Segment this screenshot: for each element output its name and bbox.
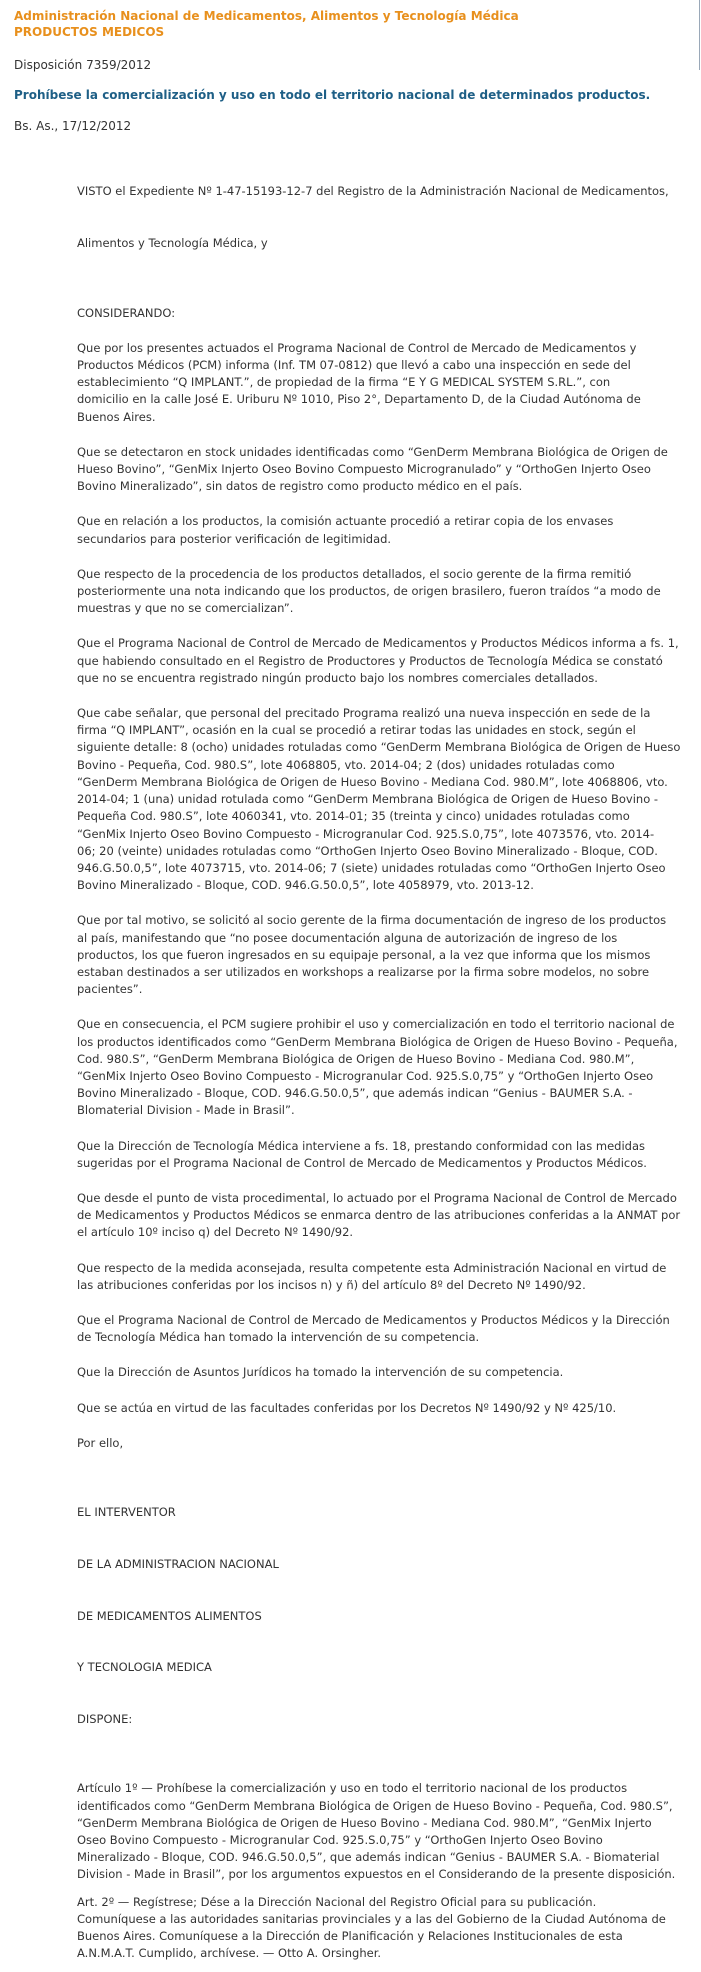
text-line: “GenMix Injerto Oseo Bovino Compuesto - Microgranular Cod. 925.S.0,75” y “OrthoGen Injerto Oseo <box>77 1068 654 1083</box>
text-line: estaban destinados a ser utilizados en workshops a realizarse por la firma sobre modelos, no sobre <box>77 964 650 979</box>
text-line: Art. 2º — Regístrese; Dése a la Dirección Nacional del Registro Oficial para su publicación. <box>77 1894 597 1909</box>
text-line: Bovino - Pequeña, Cod. 980.S”, lote 4068805, vto. 2014-04; 2 (dos) unidades rotuladas como <box>77 757 615 772</box>
signatory-line: DE MEDICAMENTOS ALIMENTOS <box>77 1608 262 1623</box>
text-line: Que respecto de la procedencia de los productos detallados, el socio gerente de la firma remitió <box>77 566 632 581</box>
document-date: Bs. As., 17/12/2012 <box>14 119 132 133</box>
signatory-line: Y TECNOLOGIA MEDICA <box>77 1660 212 1675</box>
document-summary: Prohíbese la comercialización y uso en todo el territorio nacional de determinados productos. <box>14 88 651 102</box>
agency-name: Administración Nacional de Medicamentos, Alimentos y Tecnología Médica <box>14 9 519 23</box>
text-line: 06; 20 (veinte) unidades rotuladas como “OrthoGen Injerto Oseo Bovino Mineralizado - Bloque, COD. <box>77 843 658 858</box>
text-line: que no se encuentra registrado ningún producto bajo los nombres comerciales detallados. <box>77 670 598 685</box>
considerando-paragraph <box>77 1364 691 1381</box>
articles <box>77 1780 691 1962</box>
text-line: Que la Dirección de Tecnología Médica interviene a fs. 18, prestando conformidad con las medidas <box>77 1138 645 1153</box>
text-line: firma “Q IMPLANT”, ocasión en la cual se procedió a retirar todas las unidades en stock, según el <box>77 723 636 738</box>
text-line: Que el Programa Nacional de Control de Mercado de Medicamentos y Productos Médicos y la Dirección <box>77 1312 670 1327</box>
signatory-block <box>77 1470 691 1762</box>
text-line: secundarios para posterior verificación de legitimidad. <box>77 531 392 546</box>
text-line: Artículo 1º — Prohíbese la comercialización y uso en todo el territorio nacional de los productos <box>77 1781 628 1796</box>
text-line: Bovino Mineralizado - Bloque, COD. 946.G.50.0,5”, que además indican “Genius - BAUMER S.A. - <box>77 1086 633 1101</box>
text-line: identificados como “GenDerm Membrana Biológica de Origen de Hueso Bovino - Pequeña, Cod. 980.S”, <box>77 1798 673 1813</box>
text-line: Comuníquese a las autoridades sanitarias provinciales y a las del Gobierno de la Ciudad Autónoma de <box>77 1911 666 1926</box>
text-line: 946.G.50.0,5”, lote 4073715, vto. 2014-06; 7 (siete) unidades rotuladas como “OrthoGen Injerto Oseo <box>77 860 666 875</box>
text-line: Que el Programa Nacional de Control de Mercado de Medicamentos y Productos Médicos informa a fs. 1, <box>77 636 679 651</box>
text-line: de Tecnología Médica han tomado la intervención de su competencia. <box>77 1330 480 1345</box>
document-body <box>77 149 691 1972</box>
text-line: pacientes”. <box>77 982 143 997</box>
text-line: Productos Médicos (PCM) informa (Inf. TM 07-0812) que llevó a cabo una inspección en sede del <box>77 358 631 373</box>
text-line: que habiendo consultado en el Registro de Productores y Productos de Tecnología Médica se constató <box>77 653 663 668</box>
text-line: las atribuciones conferidas por los incisos n) y ñ) del artículo 8º del Decreto Nº 1490/92. <box>77 1277 586 1292</box>
text-line: Que en relación a los productos, la comisión actuante procedió a retirar copia de los envases <box>77 514 614 529</box>
text-line: Hueso Bovino”, “GenMix Injerto Oseo Bovino Compuesto Microgranulado” y “OrthoGen Injerto Oseo <box>77 462 651 477</box>
document-header <box>14 8 684 40</box>
text-line: 2014-04; 1 (una) unidad rotulada como “GenDerm Membrana Biológica de Origen de Hueso Bovino - <box>77 792 659 807</box>
text-line: posteriormente una nota indicando que los productos, de origen brasilero, fueron traídos “a modo de <box>77 584 661 599</box>
text-line: domicilio en la calle José E. Uriburu Nº 1010, Piso 2°, Departamento D, de la Ciudad Autónoma de <box>77 392 641 407</box>
considerando-paragraph <box>77 566 691 618</box>
signatory-line: EL INTERVENTOR <box>77 1505 176 1520</box>
text-line: Que por los presentes actuados el Programa Nacional de Control de Mercado de Medicamentos y <box>77 340 637 355</box>
text-line: VISTO el Expediente Nº 1-47-15193-12-7 del Registro de la Administración Nacional de Medicamentos, <box>77 184 669 199</box>
text-line: Pequeña Cod. 980.S”, lote 4060341, vto. 2014-01; 35 (treinta y cinco) unidades rotuladas como <box>77 809 630 824</box>
text-line: A.N.M.A.T. Cumplido, archívese. — Otto A. Orsingher. <box>77 1946 382 1961</box>
visto-paragraph <box>77 149 691 287</box>
text-line: siguiente detalle: 8 (ocho) unidades rotuladas como “GenDerm Membrana Biológica de Origen de Hueso <box>77 740 681 755</box>
text-line: Buenos Aires. Comuníquese a la Dirección de Planificación y Relaciones Institucionales de esta <box>77 1929 623 1944</box>
text-line: Que por tal motivo, se solicitó al socio gerente de la firma documentación de ingreso de los productos <box>77 913 667 928</box>
text-line: Que se detectaron en stock unidades identificadas como “GenDerm Membrana Biológica de Origen de <box>77 444 668 459</box>
considerando-paragraph <box>77 1312 691 1346</box>
text-line: de Medicamentos y Productos Médicos se enmarca dentro de las atribuciones conferidas a la ANMAT por <box>77 1208 681 1223</box>
text-line: Buenos Aires. <box>77 409 156 424</box>
text-line: los productos identificados como “GenDerm Membrana Biológica de Origen de Hueso Bovino - Pequeña, <box>77 1034 678 1049</box>
text-line: Que respecto de la medida aconsejada, resulta competente esta Administración Nacional en virtud de <box>77 1260 667 1275</box>
text-line: Que desde el punto de vista procedimental, lo actuado por el Programa Nacional de Control de Mercado <box>77 1190 677 1205</box>
article-paragraph <box>77 1894 691 1963</box>
considerando-paragraphs <box>77 340 691 1452</box>
text-line: Alimentos y Tecnología Médica, y <box>77 236 268 251</box>
text-line: Que se actúa en virtud de las facultades conferidas por los Decretos Nº 1490/92 y Nº 425/10. <box>77 1400 617 1415</box>
text-line: “GenDerm Membrana Biológica de Origen de Hueso Bovino - Mediana Cod. 980.M”, lote 4068806, vto. <box>77 774 668 789</box>
text-line: Bovino Mineralizado - Bloque, COD. 946.G.50.0,5”, lote 4058979, vto. 2013-12. <box>77 878 534 893</box>
text-line: Oseo Bovino Compuesto - Microgranular Cod. 925.S.0,75” y “OrthoGen Injerto Oseo Bovino <box>77 1833 603 1848</box>
signatory-line: DE LA ADMINISTRACION NACIONAL <box>77 1557 279 1571</box>
text-line: el artículo 10º inciso q) del Decreto Nº 1490/92. <box>77 1225 354 1240</box>
text-line: Por ello, <box>77 1435 124 1450</box>
text-line: Que en consecuencia, el PCM sugiere prohibir el uso y comercialización en todo el territorio nacional de <box>77 1017 675 1032</box>
text-line: “GenDerm Membrana Biológica de Origen de Hueso Bovino - Mediana Cod. 980.M”, “GenMix Injerto <box>77 1815 652 1830</box>
text-line: muestras y que no se comercializan”. <box>77 601 294 616</box>
edge-rule <box>699 0 700 70</box>
considerando-paragraph <box>77 1260 691 1294</box>
text-line: sugeridas por el Programa Nacional de Control de Mercado de Medicamentos y Productos Médicos. <box>77 1155 647 1170</box>
text-line: Division - Made in Brasil”, por los argumentos expuestos en el Considerando de la presente disposición. <box>77 1867 676 1882</box>
disposition-number: Disposición 7359/2012 <box>14 58 152 72</box>
considerando-paragraph <box>77 1016 691 1119</box>
text-line: Que la Dirección de Asuntos Jurídicos ha tomado la intervención de su competencia. <box>77 1365 564 1380</box>
text-line: Mineralizado - Bloque, COD. 946.G.50.0,5”, que además indican “Genius - BAUMER S.A. - Biomaterial <box>77 1850 660 1865</box>
text-line: al país, manifestando que “no posee documentación alguna de autorización de ingreso de los <box>77 930 618 945</box>
text-line: Bovino Mineralizado”, sin datos de registro como producto médico en el país. <box>77 479 523 494</box>
text-line: Que cabe señalar, que personal del precitado Programa realizó una nueva inspección en sede de la <box>77 706 651 721</box>
text-line: productos, los que fueron ingresados en su equipaje personal, a la vez que informa que los mismos <box>77 947 651 962</box>
considerando-paragraph <box>77 635 691 687</box>
considerando-paragraph <box>77 705 691 894</box>
considerando-paragraph <box>77 912 691 998</box>
considerando-paragraph <box>77 1190 691 1242</box>
text-line: Blomaterial Division - Made in Brasil”. <box>77 1103 295 1118</box>
text-line: establecimiento “Q IMPLANT.”, de propiedad de la firma “E Y G MEDICAL SYSTEM S.RL.”, con <box>77 375 611 390</box>
category-label: PRODUCTOS MEDICOS <box>14 25 165 39</box>
considerando-paragraph <box>77 340 691 426</box>
considerando-paragraph <box>77 1435 691 1452</box>
considerando-paragraph <box>77 1138 691 1172</box>
dispone-heading: DISPONE: <box>77 1711 133 1726</box>
considerando-heading: CONSIDERANDO: <box>77 305 176 320</box>
text-line: “GenMix Injerto Oseo Bovino Compuesto - Microgranular Cod. 925.S.0,75”, lote 4073576, vto. 2014- <box>77 826 655 841</box>
considerando-paragraph <box>77 1400 691 1417</box>
considerando-paragraph <box>77 444 691 496</box>
considerando-paragraph <box>77 513 691 547</box>
article-paragraph <box>77 1780 691 1883</box>
text-line: Cod. 980.S”, “GenDerm Membrana Biológica de Origen de Hueso Bovino - Mediana Cod. 980.M”, <box>77 1051 635 1066</box>
